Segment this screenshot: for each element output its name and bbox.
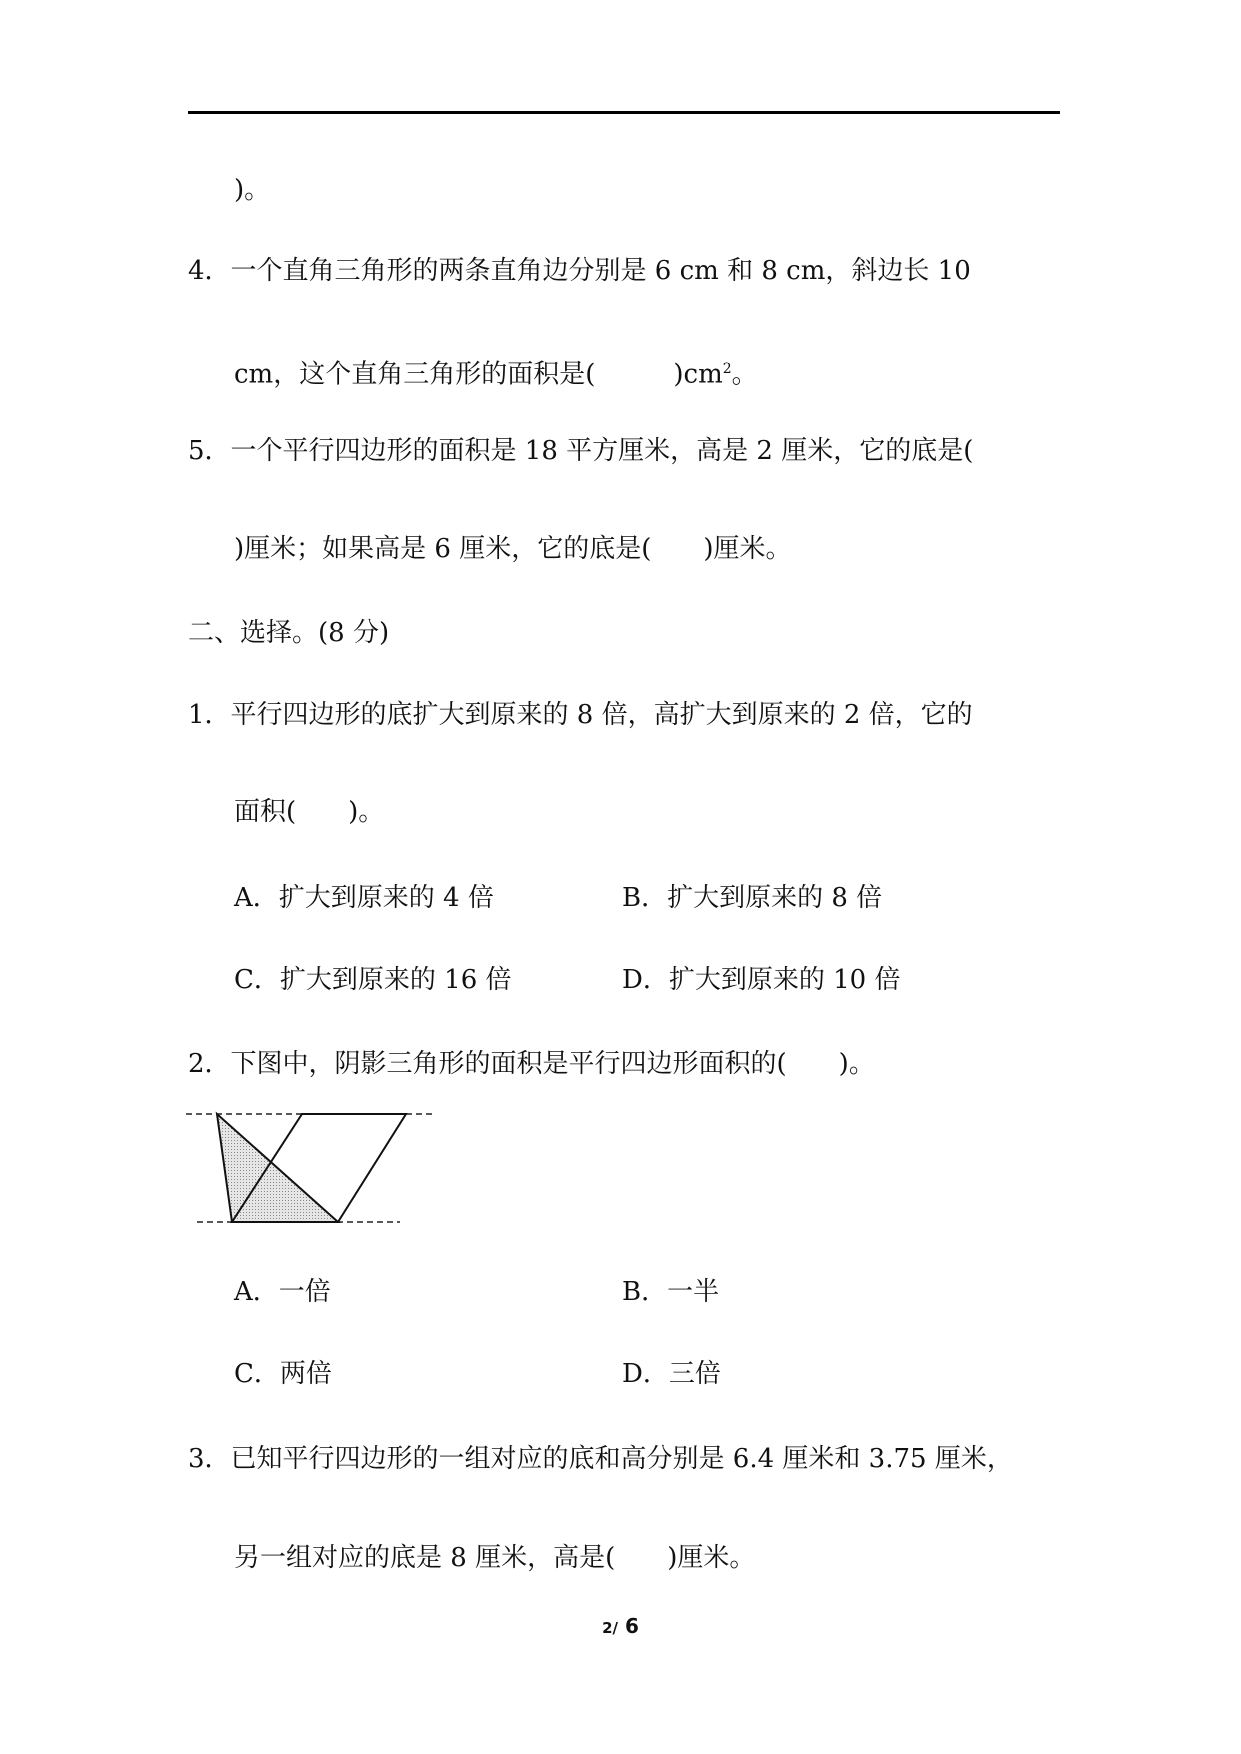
s2-q2-option-d: D．三倍 [622, 1359, 721, 1389]
continuation-text: )。 [234, 175, 271, 205]
page-total: 6 [618, 1614, 639, 1638]
s2-q2-line1: 2．下图中，阴影三角形的面积是平行四边形面积的( )。 [188, 1049, 875, 1079]
q5-line2: )厘米；如果高是 6 厘米，它的底是( )厘米。 [234, 534, 792, 564]
s2-q1-option-b: B．扩大到原来的 8 倍 [622, 883, 883, 913]
shaded-triangle [217, 1114, 338, 1222]
q4-end: 。 [731, 359, 758, 390]
section2-title: 二、选择。(8 分) [188, 618, 390, 648]
s2-q1-line2: 面积( )。 [234, 797, 385, 827]
s2-q3-line1: 3．已知平行四边形的一组对应的底和高分别是 6.4 厘米和 3.75 厘米， [188, 1444, 1013, 1474]
s2-q2-option-b: B．一半 [622, 1277, 720, 1307]
s2-q2-option-a: A．一倍 [234, 1277, 331, 1307]
s2-q1-option-d: D．扩大到原来的 10 倍 [622, 965, 901, 995]
s2-q1-option-c: C．扩大到原来的 16 倍 [234, 965, 512, 995]
s2-q1-line1: 1．平行四边形的底扩大到原来的 8 倍，高扩大到原来的 2 倍，它的 [188, 700, 973, 730]
page-current: 2/ [602, 1619, 619, 1637]
q5-line1: 5．一个平行四边形的面积是 18 平方厘米，高是 2 厘米，它的底是( [188, 436, 974, 466]
header-rule [188, 111, 1060, 114]
parallelogram-triangle-figure [186, 1110, 438, 1228]
s2-q2-option-c: C．两倍 [234, 1359, 332, 1389]
q4-superscript: 2 [722, 361, 732, 377]
q4-line1: 4．一个直角三角形的两条直角边分别是 6 cm 和 8 cm，斜边长 10 [188, 256, 971, 286]
s2-q3-line2: 另一组对应的底是 8 厘米，高是( )厘米。 [234, 1543, 756, 1573]
q4-text: cm，这个直角三角形的面积是( )cm [234, 359, 723, 390]
q4-line2 [234, 353, 758, 391]
page-number [0, 1614, 1241, 1638]
s2-q1-option-a: A．扩大到原来的 4 倍 [234, 883, 494, 913]
